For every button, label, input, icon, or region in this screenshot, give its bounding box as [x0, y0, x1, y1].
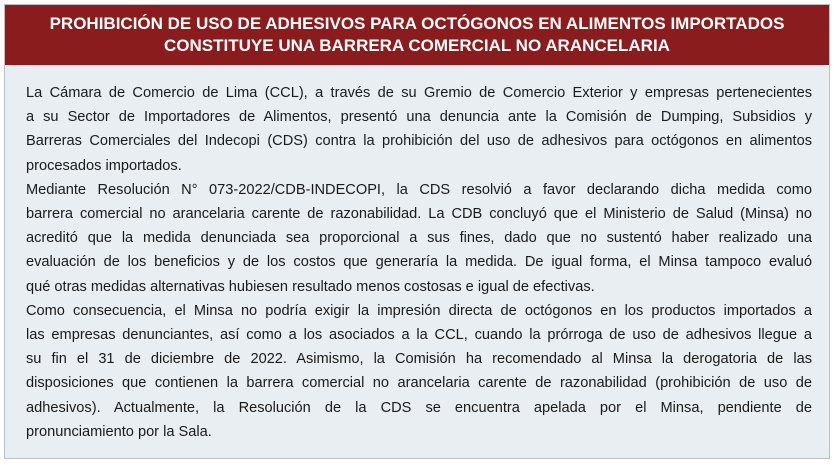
paragraph-line: pronunciamiento por la Sala.	[26, 423, 212, 440]
box-body	[26, 81, 812, 444]
paragraph-line: procesados importados.	[26, 157, 182, 174]
paragraph-line: La Cámara de Comercio de Lima (CCL), a través de su Gremio de Comercio Exterior y empresas pertenecientes	[26, 85, 812, 101]
header-title-line-2: CONSTITUYE UNA BARRERA COMERCIAL NO ARANCELARIA	[164, 36, 670, 55]
paragraph-line: Como consecuencia, el Minsa no podría exigir la impresión directa de octógonos en los productos importados a	[26, 302, 812, 319]
paragraph-line: adhesivos). Actualmente, la Resolución de la CDS se encuentra apelada por el Minsa, pendiente de	[26, 399, 812, 416]
paragraph-line: a su Sector de Importadores de Alimentos, presentó una denuncia ante la Comisión de Dumping, Subsidios y	[26, 109, 812, 126]
paragraph-line: evaluación de los beneficios y de los costos que generaría la medida. De igual forma, el Minsa tampoco evaluó	[26, 254, 812, 271]
paragraph-line: Barreras Comerciales del Indecopi (CDS) contra la prohibición del uso de adhesivos para octógonos en alimentos	[26, 133, 812, 150]
paragraph-line: las empresas denunciantes, así como a los asociados a la CCL, cuando la prórroga de uso de adhesivos llegue a	[26, 327, 812, 344]
info-box	[4, 4, 830, 459]
paragraph-2	[26, 178, 812, 299]
paragraph-3	[26, 299, 812, 444]
paragraph-line: barrera comercial no arancelaria carente de razonabilidad. La CDB concluyó que el Ministerio de Salud (Minsa) no	[26, 206, 812, 223]
paragraph-line: su fin el 31 de diciembre de 2022. Asimismo, la Comisión ha recomendado al Minsa la derogatoria de las	[26, 351, 812, 368]
paragraph-line: Mediante Resolución N° 073-2022/CDB-INDECOPI, la CDS resolvió a favor declarando dicha medida como	[26, 181, 812, 198]
box-header	[5, 5, 829, 65]
paragraph-line: qué otras medidas alternativas hubiesen resultado menos costosas e igual de efectivas.	[26, 278, 595, 295]
paragraph-line: disposiciones que contienen la barrera comercial no arancelaria carente de razonabilidad (prohibición de uso de	[26, 375, 812, 392]
header-title-line-1: PROHIBICIÓN DE USO DE ADHESIVOS PARA OCTÓGONOS EN ALIMENTOS IMPORTADOS	[49, 14, 785, 33]
paragraph-line: acreditó que la medida denunciada sea proporcional a sus fines, dado que no sustentó haber realizado una	[26, 230, 812, 247]
paragraph-1	[26, 81, 812, 178]
